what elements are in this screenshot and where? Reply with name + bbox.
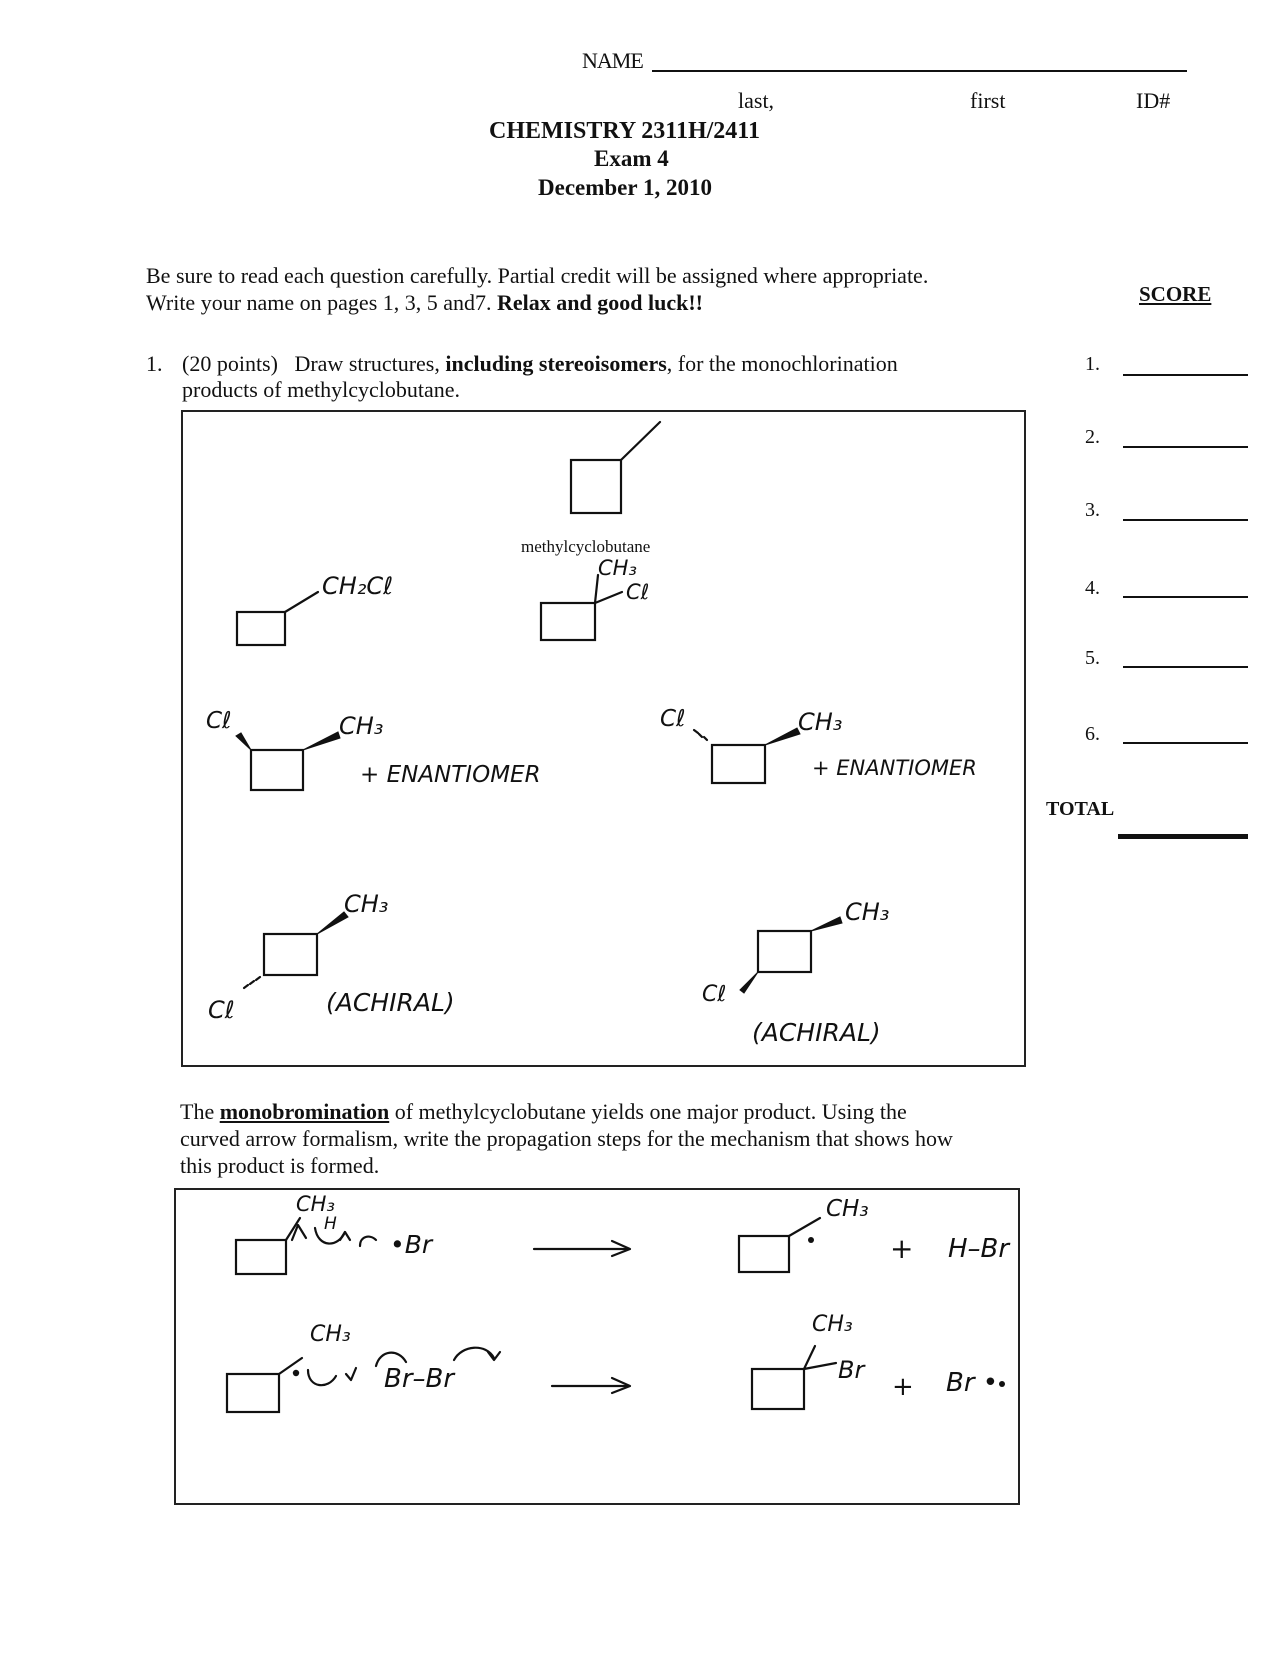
course-title: CHEMISTRY 2311H/2411 <box>489 118 760 144</box>
step1-product <box>739 1218 820 1272</box>
question2-text: The <box>180 1099 220 1124</box>
exam-date: December 1, 2010 <box>538 175 712 200</box>
step2-ch3: CH₃ <box>310 1322 351 1347</box>
first-label: first <box>970 88 1006 113</box>
molecule-label: methylcyclobutane <box>521 537 651 556</box>
step2-br-radical: Br • <box>946 1368 999 1398</box>
last-label: last, <box>738 88 775 113</box>
exam-title: Exam 4 <box>594 146 669 171</box>
ch3-label-c: CH₃ <box>798 708 843 736</box>
question2-emphasis: monobromination <box>219 1099 390 1124</box>
step1-product-ch3: CH₃ <box>826 1196 869 1222</box>
question1-text: Draw structures, <box>294 351 446 376</box>
question1-text-end: , for the monochlorination <box>666 351 898 376</box>
ch3-label-a: CH₃ <box>598 556 637 580</box>
question1-points: (20 points) <box>182 351 278 376</box>
score-item-6: 6. <box>1085 723 1100 745</box>
question2-line1 <box>180 1098 907 1125</box>
trans-2-structure <box>694 728 800 783</box>
question2-line3: this product is formed. <box>180 1153 380 1178</box>
ch3-label-b: CH₃ <box>339 712 384 740</box>
chloromethyl-structure <box>237 592 318 645</box>
step2-product-ch3: CH₃ <box>812 1312 853 1337</box>
good-luck: Relax and good luck!! <box>497 290 704 315</box>
trans-3-structure <box>740 917 842 993</box>
instructions-text: Write your name on pages 1, 3, 5 and7. <box>146 290 498 315</box>
id-label: ID# <box>1136 88 1171 113</box>
step2-brbr: Br–Br <box>384 1364 455 1394</box>
step2-product-br: Br <box>838 1356 865 1384</box>
score-item-1: 1. <box>1085 353 1100 375</box>
total-label: TOTAL <box>1046 798 1115 820</box>
cis-3-structure <box>244 912 348 988</box>
ch3-label-d: CH₃ <box>344 890 389 918</box>
enantiomer-label-b: + ENANTIOMER <box>812 756 977 780</box>
step1-plus: + <box>890 1232 914 1265</box>
name-label: NAME <box>582 48 643 73</box>
cis-2-structure <box>236 732 340 790</box>
cl-label-c: Cℓ <box>660 706 686 732</box>
question1-line2: products of methylcyclobutane. <box>182 377 460 402</box>
step1-ch3: CH₃ <box>296 1192 335 1216</box>
score-item-4: 4. <box>1085 577 1100 599</box>
step1-h: H <box>324 1214 337 1234</box>
cl-label-d: Cℓ <box>208 996 235 1024</box>
cl-label-a: Cℓ <box>626 580 650 604</box>
question2-text-end: of methylcyclobutane yields one major product. Using the <box>389 1099 907 1124</box>
question1-number: 1. <box>146 351 163 376</box>
achiral-label-b: (ACHIRAL) <box>752 1018 881 1047</box>
cl-label-b: Cℓ <box>206 708 232 734</box>
score-item-2: 2. <box>1085 426 1100 448</box>
methylcyclobutane-structure <box>571 422 660 513</box>
tertiary-chloro-structure <box>541 575 622 640</box>
score-item-5: 5. <box>1085 647 1100 669</box>
enantiomer-label-a: + ENANTIOMER <box>360 762 541 788</box>
achiral-label-a: (ACHIRAL) <box>326 988 455 1017</box>
ch2cl-label: CH₂Cℓ <box>322 572 394 600</box>
question2-line2: curved arrow formalism, write the propagation steps for the mechanism that shows how <box>180 1126 953 1151</box>
cl-label-e: Cℓ <box>702 982 727 1007</box>
question1-emphasis: including stereoisomers <box>445 351 667 376</box>
instructions-line1: Be sure to read each question carefully. Partial credit will be assigned where appropriate. <box>146 263 929 288</box>
score-item-3: 3. <box>1085 499 1100 521</box>
step1-br-radical: •Br <box>390 1230 433 1259</box>
step1-hbr: H–Br <box>948 1234 1010 1264</box>
score-title: SCORE <box>1139 282 1212 306</box>
ch3-label-e: CH₃ <box>845 898 890 926</box>
step1-reactant <box>236 1218 630 1274</box>
step2-plus: + <box>892 1372 914 1402</box>
